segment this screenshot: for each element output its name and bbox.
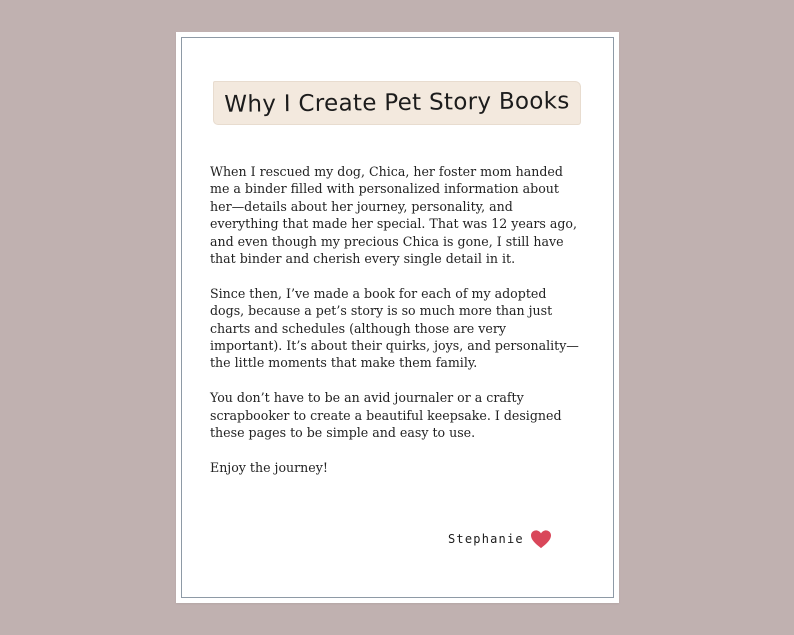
paragraph-2: Since then, I’ve made a book for each of my adopted dogs, because a pet’s story is so much more than just charts and schedules (although those are very important). It’s about their quirks, joys, and personality—the little moments that make them family.: [210, 285, 579, 371]
document-page: [176, 32, 619, 603]
page-title: Why I Create Pet Story Books: [224, 88, 570, 118]
signature-name: Stephanie: [448, 532, 524, 546]
heart-icon: [530, 529, 552, 549]
title-banner: [213, 81, 581, 125]
paragraph-1: When I rescued my dog, Chica, her foster mom handed me a binder filled with personalized information about her—details about her journey, personality, and everything that made her special. That was 12 years ago, and even though my precious Chica is gone, I still have that binder and cherish every single detail in it.: [210, 164, 578, 267]
paragraph-3: You don’t have to be an avid journaler or a crafty scrapbooker to create a beautiful keepsake. I designed these pages to be simple and easy to use.: [210, 390, 562, 441]
paragraph-4: Enjoy the journey!: [210, 459, 328, 475]
letter-body: [210, 163, 580, 494]
signature: [448, 529, 552, 549]
